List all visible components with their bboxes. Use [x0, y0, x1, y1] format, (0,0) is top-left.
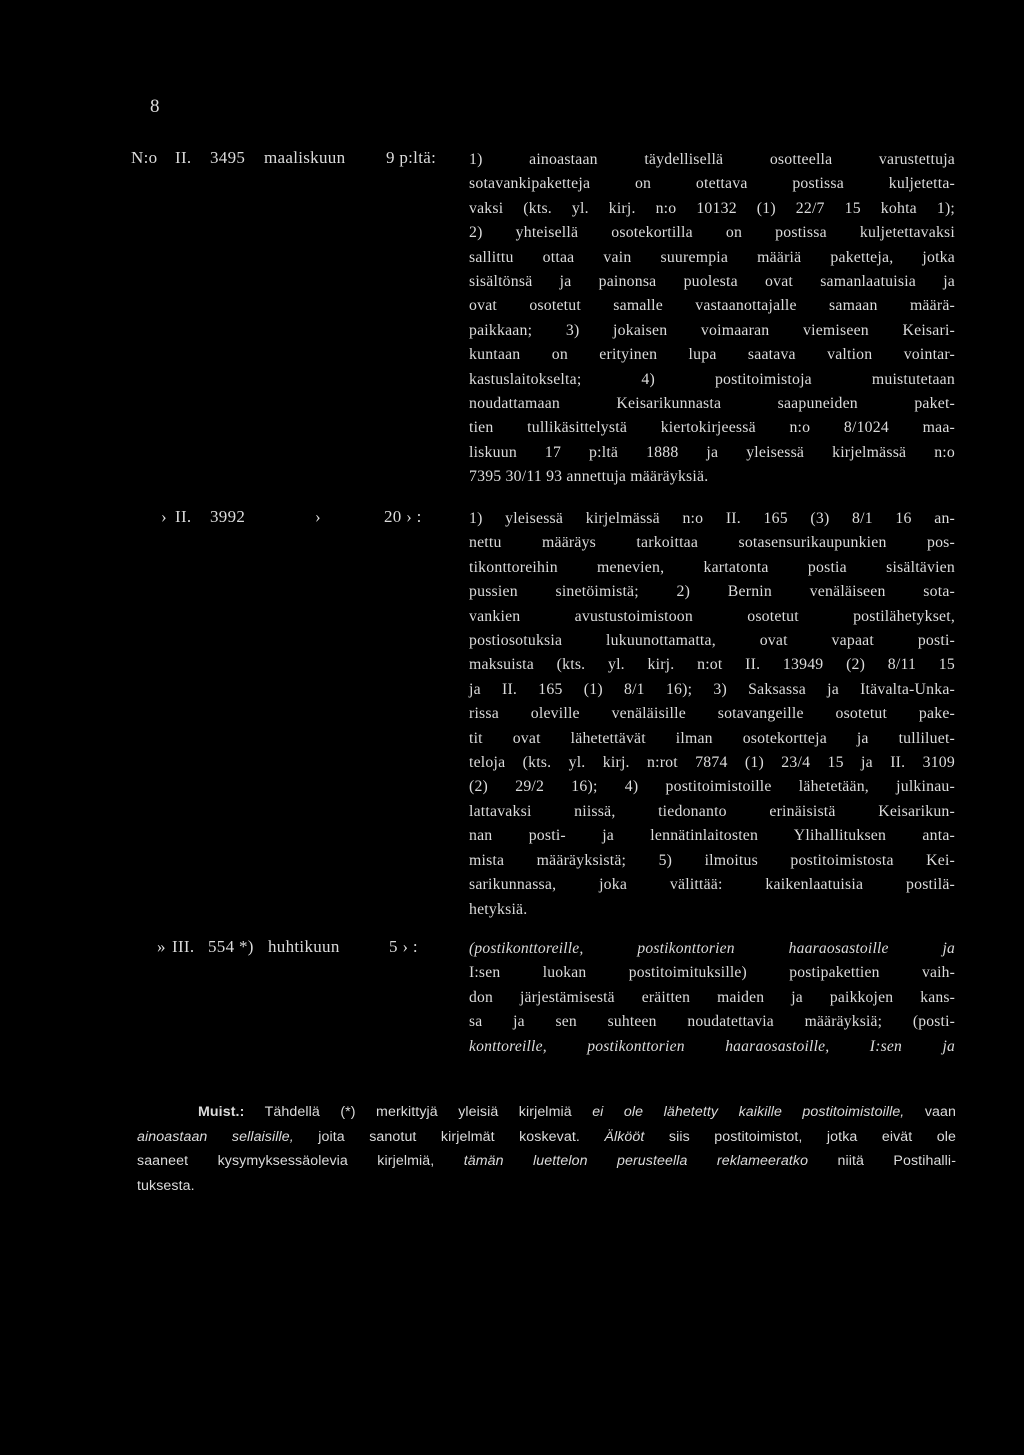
text-line: noudattamaan Keisarikunnasta saapuneiden paket-: [469, 395, 955, 413]
text-line: postiosotuksia lukuunottamatta, ovat vapaat posti-: [469, 632, 955, 650]
entry-month: huhtikuun: [268, 937, 340, 956]
text-line: paikkaan; 3) jokaisen voimaaran viemiseen Keisari-: [469, 321, 955, 339]
footnote-text: siis postitoimistot, jotka eivät ole: [644, 1128, 956, 1145]
text-line: teloja (kts. yl. kirj. n:rot 7874 (1) 23/4 15 ja II. 3109: [469, 754, 955, 772]
footnote-line: [137, 1125, 956, 1150]
entry-text: [469, 937, 955, 1059]
footnote-line: [137, 1174, 956, 1199]
text-line: (postikonttoreille, postikonttorien haaraosastoille ja: [469, 940, 955, 957]
text-line: 7395 30/11 93 annettuja määräyksiä.: [469, 468, 709, 486]
text-line: 1) yleisessä kirjelmässä n:o II. 165 (3) 8/1 16 an-: [469, 510, 955, 527]
entry-number: 554 *): [208, 937, 254, 956]
entry-text: [469, 507, 955, 922]
entry-day: 20 › :: [384, 507, 422, 526]
text-line: mista määräyksistä; 5) ilmoitus postitoimistosta Kei-: [469, 851, 955, 869]
footnote-text: tuksesta.: [137, 1177, 195, 1194]
entry-number: 3992: [210, 507, 246, 526]
text-line: kastuslaitokselta; 4) postitoimistoja muistutetaan: [469, 370, 955, 388]
text-line: tien tullikäsittelystä kiertokirjeessä n:o 8/1024 maa-: [469, 419, 955, 437]
text-line: ja II. 165 (1) 8/1 16); 3) Saksassa ja Itävalta-Unka-: [469, 680, 955, 698]
text-line: sarikunnassa, joka välittää: kaikenlaatuisia postilä-: [469, 876, 955, 894]
footnote-text: saaneet kysymyksessäolevia kirjelmiä,: [137, 1153, 464, 1170]
text-line: vankien avustustoimistoon osotetut postilähetykset,: [469, 607, 955, 625]
text-line: (2) 29/2 16); 4) postitoimistoille lähetetään, julkinau-: [469, 778, 955, 796]
footnote-emphasis: ainoastaan sellaisille,: [137, 1128, 294, 1145]
text-line: hetyksiä.: [469, 900, 528, 918]
entry-month: ›: [315, 507, 321, 526]
entry-day: 5 › :: [389, 937, 418, 956]
footnote-text: Tähdellä (*) merkittyjä yleisiä kirjelmiä: [264, 1104, 593, 1120]
entry-month: maaliskuun: [264, 148, 346, 167]
text-line: rissa oleville venäläisille sotavangeille osotetut pake-: [469, 705, 955, 723]
footnote-text: niitä Postihalli-: [808, 1153, 957, 1170]
text-line: sallittu ottaa vain suurempia määriä paketteja, jotka: [469, 248, 955, 266]
text-line: nan posti- ja lennätinlaitosten Ylihallituksen anta-: [469, 827, 955, 845]
text-line: sisältönsä ja painonsa puolesta ovat samanlaatuisia ja: [469, 273, 955, 291]
text-line: konttoreille, postikonttorien haaraosastoille, I:sen ja: [469, 1037, 955, 1055]
text-line: tit ovat lähetettävät ilman osotekortteja ja tulliluet-: [469, 729, 955, 747]
entry-prefix: N:o: [131, 148, 158, 167]
footnote-emphasis: Älkööt: [604, 1128, 645, 1145]
text-line: sotavankipaketteja on otettava postissa kuljetetta-: [469, 175, 955, 193]
text-line: 1) ainoastaan täydellisellä osotteella varustettuja: [469, 151, 955, 168]
entry-series: III.: [172, 937, 195, 956]
text-line: tikonttoreihin menevien, kartatonta postia sisältävien: [469, 558, 955, 576]
footnote: [137, 1100, 957, 1198]
entry-series: II.: [175, 507, 192, 526]
text-line: pussien sinetöimistä; 2) Bernin venäläiseen sota-: [469, 583, 955, 601]
entry-number: 3495: [210, 148, 246, 167]
footnote-text: joita sanotut kirjelmät koskevat.: [293, 1128, 605, 1145]
text-line: I:sen luokan postitoimituksille) postipakettien vaih-: [469, 964, 955, 982]
text-line: lattavaksi niissä, tiedonanto erinäisistä Keisarikun-: [469, 802, 955, 820]
entry-text: [469, 148, 955, 490]
text-line: don järjestämisestä eräitten maiden ja paikkojen kans-: [469, 988, 955, 1006]
text-line: nettu määräys tarkoittaa sotasensurikaupunkien pos-: [469, 534, 955, 552]
text-line: ovat osotetut samalle vastaanottajalle samaan määrä-: [469, 297, 955, 315]
text-line: vaksi (kts. yl. kirj. n:o 10132 (1) 22/7 15 kohta 1);: [469, 199, 955, 217]
entry-day: 9 p:ltä:: [386, 148, 437, 167]
footnote-emphasis: tämän luettelon perusteella reklameeratko: [463, 1153, 809, 1170]
text-line: maksuista (kts. yl. kirj. n:ot II. 13949 (2) 8/11 15: [469, 656, 955, 674]
entry-prefix: ›: [161, 507, 167, 526]
text-line: 2) yhteisellä osotekortilla on postissa kuljetettavaksi: [469, 224, 955, 242]
footnote-text: vaan: [904, 1104, 956, 1120]
footnote-emphasis: ei ole lähetetty kaikille postitoimistoille,: [592, 1104, 905, 1120]
entry-series: II.: [175, 148, 192, 167]
text-line: kuntaan on erityinen lupa saatava valtion vointar-: [469, 346, 955, 364]
footnote-line: [137, 1149, 956, 1174]
text-line: liskuun 17 p:ltä 1888 ja yleisessä kirjelmässä n:o: [469, 443, 955, 461]
entry-prefix: »: [157, 937, 166, 956]
footnote-line: [198, 1100, 956, 1125]
footnote-label: Muist.:: [198, 1104, 245, 1120]
page-number: 8: [150, 96, 160, 117]
text-line: sa ja sen suhteen noudatettavia määräyksiä; (posti-: [469, 1013, 955, 1031]
